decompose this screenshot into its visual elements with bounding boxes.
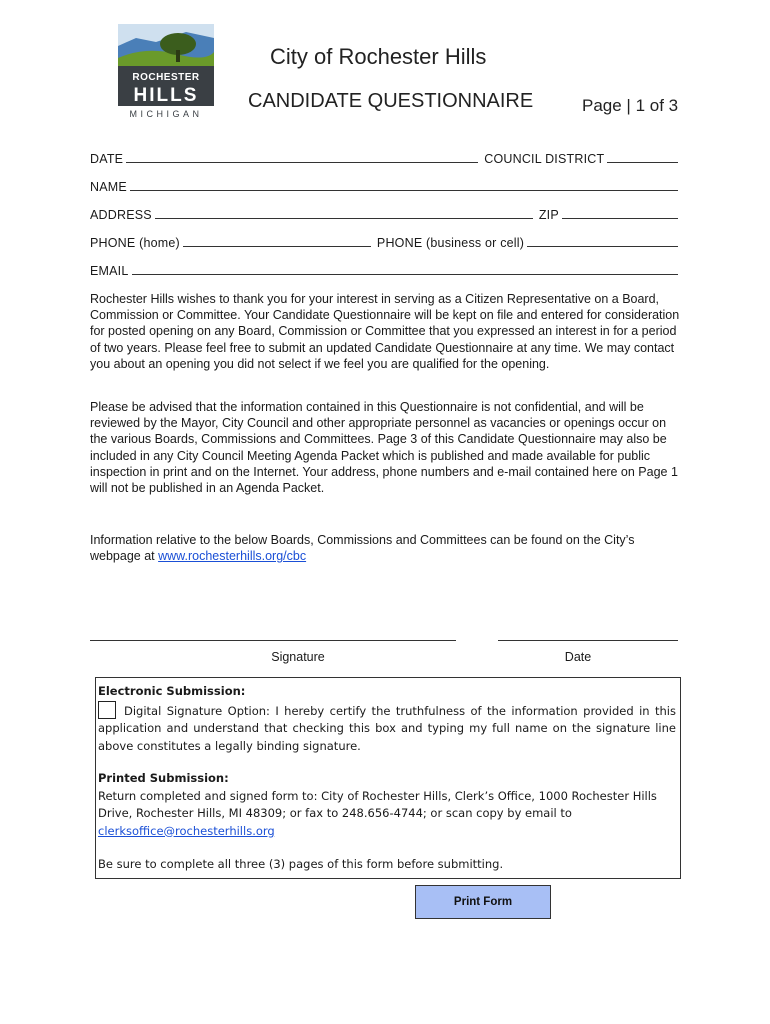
date-district-row xyxy=(90,152,678,166)
submission-box xyxy=(95,677,681,879)
page-number: Page | 1 of 3 xyxy=(582,96,679,115)
logo-graphic xyxy=(116,24,216,120)
printed-heading: Printed Submission: xyxy=(98,771,229,785)
date-label: DATE xyxy=(90,152,124,166)
phone-home-field[interactable] xyxy=(183,236,371,247)
name-row xyxy=(90,180,678,194)
digital-signature-checkbox[interactable] xyxy=(98,701,116,719)
email-field[interactable] xyxy=(132,264,678,275)
clerk-email-link[interactable]: clerksoffice@rochesterhills.org xyxy=(98,823,275,838)
phone-business-label: PHONE (business or cell) xyxy=(376,236,525,250)
logo-text-bottom: MICHIGAN xyxy=(129,109,203,119)
city-logo xyxy=(116,24,216,120)
cbc-link[interactable]: www.rochesterhills.org/cbc xyxy=(158,549,307,564)
signature-line[interactable] xyxy=(90,640,456,641)
logo-text-top: ROCHESTER xyxy=(132,72,200,83)
name-field[interactable] xyxy=(130,180,678,191)
print-form-button[interactable]: Print Form xyxy=(415,885,551,919)
digital-signature-text: Digital Signature Option: I hereby certify the truthfulness of the information provided in this application and understand that checking this box and typing my full name on the signature line above constitutes a legally binding signature. xyxy=(98,703,676,753)
document-subtitle: CANDIDATE QUESTIONNAIRE xyxy=(248,90,534,112)
date-line[interactable] xyxy=(498,640,678,641)
name-label: NAME xyxy=(90,180,127,194)
date-field[interactable] xyxy=(126,152,478,163)
email-label: EMAIL xyxy=(90,264,129,278)
phone-home-label: PHONE (home) xyxy=(90,236,180,250)
digital-signature-block xyxy=(98,701,676,756)
zip-label: ZIP xyxy=(538,208,559,222)
logo-text-main: HILLS xyxy=(133,85,199,106)
electronic-heading: Electronic Submission: xyxy=(98,684,246,698)
zip-field[interactable] xyxy=(562,208,678,219)
document-title: City of Rochester Hills xyxy=(270,44,487,69)
phone-row xyxy=(90,236,678,250)
council-district-field[interactable] xyxy=(607,152,678,163)
printed-text: Return completed and signed form to: City of Rochester Hills, Clerk’s Office, 1000 Rochester Hills Drive, Rochester Hills, MI 48309; or fax to 248.656-4744; or scan copy by email to xyxy=(98,788,657,820)
logo-tree-trunk xyxy=(176,50,180,62)
address-row xyxy=(90,208,678,222)
info-text: Information relative to the below Boards, Commissions and Committees can be found on the City’s webpage at xyxy=(90,533,635,564)
signature-date-label: Date xyxy=(564,650,592,664)
reminder-text: Be sure to complete all three (3) pages of this form before submitting. xyxy=(98,857,504,871)
electronic-submission-section xyxy=(98,683,676,755)
email-row xyxy=(90,264,678,278)
info-paragraph xyxy=(90,532,680,564)
address-field[interactable] xyxy=(155,208,533,219)
intro-paragraph: Rochester Hills wishes to thank you for your interest in serving as a Citizen Representative on a Board, Commission or Committee. Your Candidate Questionnaire will be kept on file and entered for consideration for posted opening on any Board, Commission or Committee that you expressed an interest in for a period of two years. Please feel free to submit an updated Candidate Questionnaire at any time. We may contact you about an opening you did not select if we feel you are qualified for the opening. xyxy=(90,292,680,371)
printed-submission-section xyxy=(98,770,676,840)
signature-label: Signature xyxy=(271,650,325,664)
address-label: ADDRESS xyxy=(90,208,152,222)
phone-business-field[interactable] xyxy=(527,236,678,247)
council-district-label: COUNCIL DISTRICT xyxy=(484,152,605,166)
confidentiality-paragraph: Please be advised that the information contained in this Questionnaire is not confidential, and will be reviewed by the Mayor, City Council and other appropriate personnel as vacancies or openings occur on the various Boards, Commissions and Committees. Page 3 of this Candidate Questionnaire may also be included in any City Council Meeting Agenda Packet which is published and made available for public inspection in print and on the Internet. Your address, phone numbers and e-mail contained here on Page 1 will not be published in an Agenda Packet. xyxy=(90,400,678,496)
